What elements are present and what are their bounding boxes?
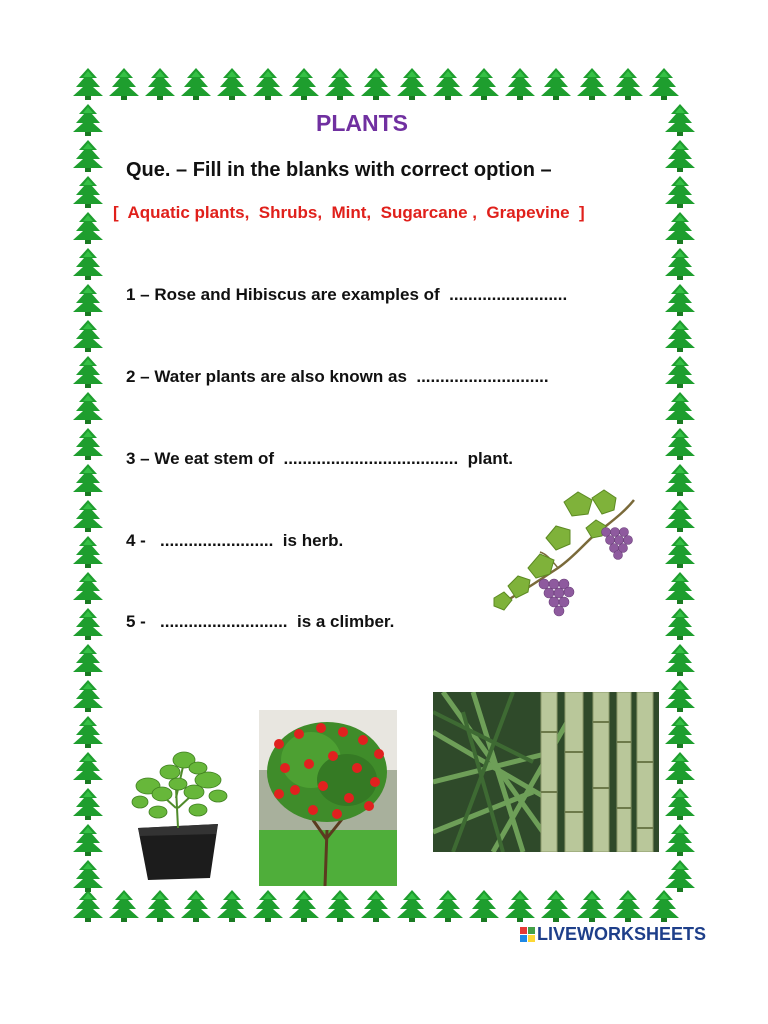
tree-icon: [665, 284, 695, 316]
tree-icon: [541, 68, 571, 100]
tree-icon: [665, 248, 695, 280]
tree-icon: [73, 644, 103, 676]
mint-plant-image: [118, 738, 240, 882]
tree-icon: [665, 320, 695, 352]
tree-icon: [73, 788, 103, 820]
tree-icon: [217, 890, 247, 922]
tree-icon: [397, 890, 427, 922]
tree-icon: [73, 68, 103, 100]
tree-icon: [73, 248, 103, 280]
tree-icon: [73, 824, 103, 856]
tree-icon: [665, 716, 695, 748]
question-heading: Que. – Fill in the blanks with correct option –: [126, 159, 552, 181]
sugarcane-image: [433, 692, 659, 852]
tree-icon: [181, 68, 211, 100]
tree-icon: [665, 788, 695, 820]
tree-icon: [469, 68, 499, 100]
tree-icon: [73, 176, 103, 208]
tree-icon: [361, 890, 391, 922]
tree-icon: [541, 890, 571, 922]
tree-icon: [73, 680, 103, 712]
tree-icon: [145, 890, 175, 922]
tree-icon: [505, 68, 535, 100]
tree-icon: [665, 608, 695, 640]
answer-options: [ Aquatic plants, Shrubs, Mint, Sugarcane , Grapevine ]: [113, 203, 585, 222]
question-item-3[interactable]: 3 – We eat stem of ..................................... plant.: [126, 449, 513, 468]
tree-icon: [665, 644, 695, 676]
tree-icon: [73, 860, 103, 892]
tree-icon: [181, 890, 211, 922]
tree-icon: [73, 356, 103, 388]
liveworksheets-icon: [520, 927, 535, 942]
tree-icon: [665, 176, 695, 208]
question-item-5[interactable]: 5 - ........................... is a climber.: [126, 612, 395, 631]
tree-icon: [73, 500, 103, 532]
tree-icon: [325, 68, 355, 100]
tree-icon: [289, 68, 319, 100]
tree-icon: [73, 284, 103, 316]
tree-icon: [73, 140, 103, 172]
tree-icon: [397, 68, 427, 100]
tree-icon: [325, 890, 355, 922]
tree-icon: [613, 890, 643, 922]
tree-icon: [73, 890, 103, 922]
tree-icon: [73, 428, 103, 460]
worksheet-title: PLANTS: [316, 110, 408, 136]
tree-icon: [289, 890, 319, 922]
tree-icon: [665, 356, 695, 388]
tree-icon: [217, 68, 247, 100]
tree-icon: [505, 890, 535, 922]
tree-icon: [649, 890, 679, 922]
tree-icon: [433, 890, 463, 922]
tree-icon: [649, 68, 679, 100]
tree-icon: [665, 680, 695, 712]
tree-icon: [109, 68, 139, 100]
tree-icon: [73, 320, 103, 352]
liveworksheets-text: LIVEWORKSHEETS: [537, 924, 707, 944]
tree-icon: [73, 536, 103, 568]
liveworksheets-logo: [520, 924, 706, 945]
question-item-1[interactable]: 1 – Rose and Hibiscus are examples of .........................: [126, 285, 568, 304]
tree-icon: [665, 212, 695, 244]
tree-icon: [73, 212, 103, 244]
tree-icon: [665, 464, 695, 496]
question-item-4[interactable]: 4 - ........................ is herb.: [126, 531, 344, 550]
tree-icon: [361, 68, 391, 100]
tree-icon: [469, 890, 499, 922]
tree-icon: [73, 464, 103, 496]
tree-icon: [577, 890, 607, 922]
grapevine-image: [488, 488, 638, 626]
tree-icon: [665, 500, 695, 532]
tree-icon: [665, 140, 695, 172]
tree-icon: [73, 752, 103, 784]
tree-icon: [665, 860, 695, 892]
tree-icon: [665, 536, 695, 568]
tree-icon: [73, 392, 103, 424]
tree-icon: [73, 572, 103, 604]
tree-icon: [665, 824, 695, 856]
tree-icon: [145, 68, 175, 100]
tree-icon: [109, 890, 139, 922]
tree-icon: [253, 68, 283, 100]
tree-icon: [577, 68, 607, 100]
tree-icon: [73, 716, 103, 748]
tree-icon: [433, 68, 463, 100]
tree-icon: [253, 890, 283, 922]
tree-icon: [613, 68, 643, 100]
tree-icon: [665, 752, 695, 784]
tree-icon: [665, 392, 695, 424]
tree-icon: [73, 608, 103, 640]
tree-icon: [665, 428, 695, 460]
hibiscus-shrub-image: [259, 710, 397, 886]
question-item-2[interactable]: 2 – Water plants are also known as ............................: [126, 367, 549, 386]
tree-icon: [665, 572, 695, 604]
